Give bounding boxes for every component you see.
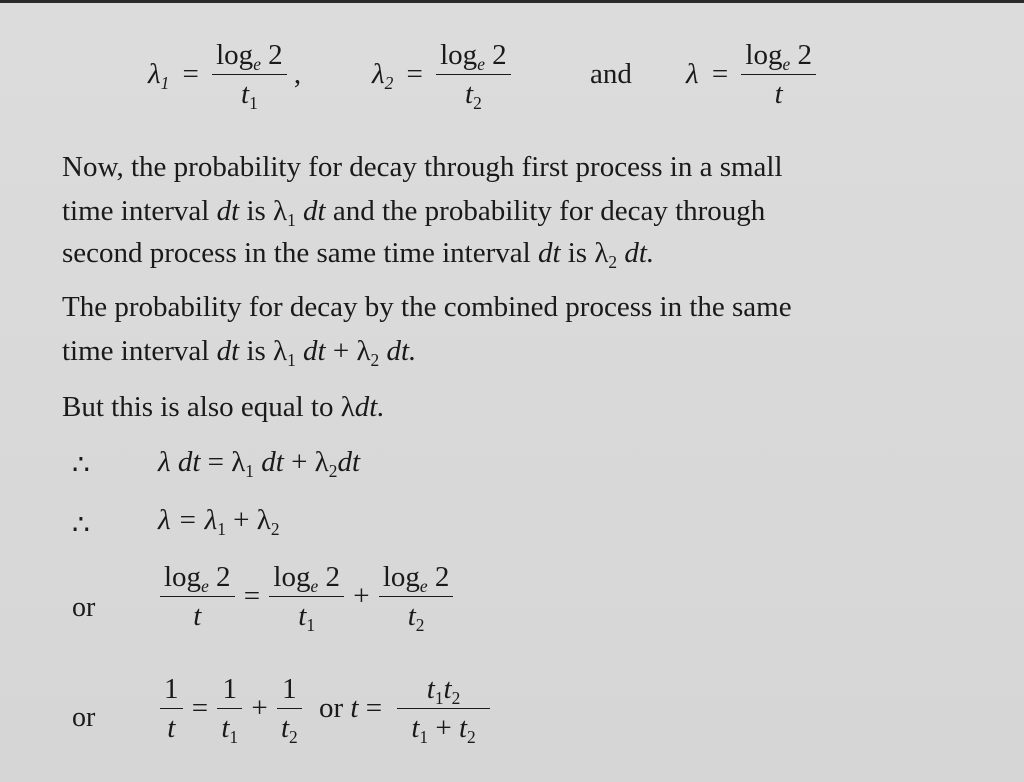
fraction-log2-over-t1: $\frac{\log_e 2}{t_1}$ [269, 560, 344, 633]
fraction-1-over-t: $\frac{1}{t}$ [160, 672, 183, 745]
top-rule [0, 0, 1024, 3]
or-label-1: or [72, 592, 96, 623]
paragraph-2-line-2: time interval dt is $\lambda_1$ dt + $\lambda_2$ dt. [62, 335, 417, 371]
equation-lambda-sum: $\lambda = \lambda_1 + \lambda_2$ [158, 504, 280, 540]
equation-log-sum: $\frac{\log_e 2}{t}$ = $\frac{\log_e 2}{t_1}$ + $\frac{\log_e 2}{t_2}$ [160, 560, 453, 633]
equation-and-label: and [590, 58, 632, 90]
fraction-log2-over-t2: $\frac{\log_e 2}{t_2}$ [379, 560, 454, 633]
fraction-t1t2-over-sum: $\frac{t_1t_2}{t_1 + t_2}$ [397, 672, 489, 745]
fraction-1-over-t1: $\frac{1}{t_1}$ [217, 672, 242, 745]
fraction-log2-t2: $\frac{\log_e 2}{t_2}$ [436, 38, 511, 111]
equation-lambda1: $\lambda_1$ = $\frac{\log_e 2}{t_1}$ , [148, 39, 302, 114]
equation-reciprocal-sum: $\frac{1}{t}$ = $\frac{1}{t_1}$ + $\frac{1}{t_2}$ or t = $\frac{t_1t_2}{t_1 + t_2}$ [160, 672, 490, 745]
paragraph-1-line-1: Now, the probability for decay through first process in a small [62, 151, 783, 183]
therefore-symbol-2: ∴ [72, 510, 90, 541]
fraction-log2-over-t: $\frac{\log_e 2}{t}$ [160, 560, 235, 633]
fraction-log2-t1: $\frac{\log_e 2}{t_1}$ [212, 38, 287, 111]
paragraph-2-line-1: The probability for decay by the combined process in the same [62, 291, 792, 323]
fraction-log2-t: $\frac{\log_e 2}{t}$ [741, 38, 816, 111]
fraction-1-over-t2: $\frac{1}{t_2}$ [277, 672, 302, 745]
paragraph-1-line-3: second process in the same time interval dt is $\lambda_2$ dt. [62, 237, 655, 273]
paragraph-1-line-2: time interval dt is $\lambda_1$ dt and the probability for decay through [62, 195, 766, 231]
paragraph-3: But this is also equal to λdt. [62, 391, 385, 423]
equation-lambda: λ = $\frac{\log_e 2}{t}$ [686, 38, 816, 111]
equation-lambda2: $\lambda_2$ = $\frac{\log_e 2}{t_2}$ [372, 38, 511, 111]
therefore-symbol-1: ∴ [72, 450, 90, 481]
equation-lambda-dt: λ dt = $\lambda_1$ dt + $\lambda_2dt$ [158, 446, 360, 482]
or-label-2: or [72, 702, 96, 733]
